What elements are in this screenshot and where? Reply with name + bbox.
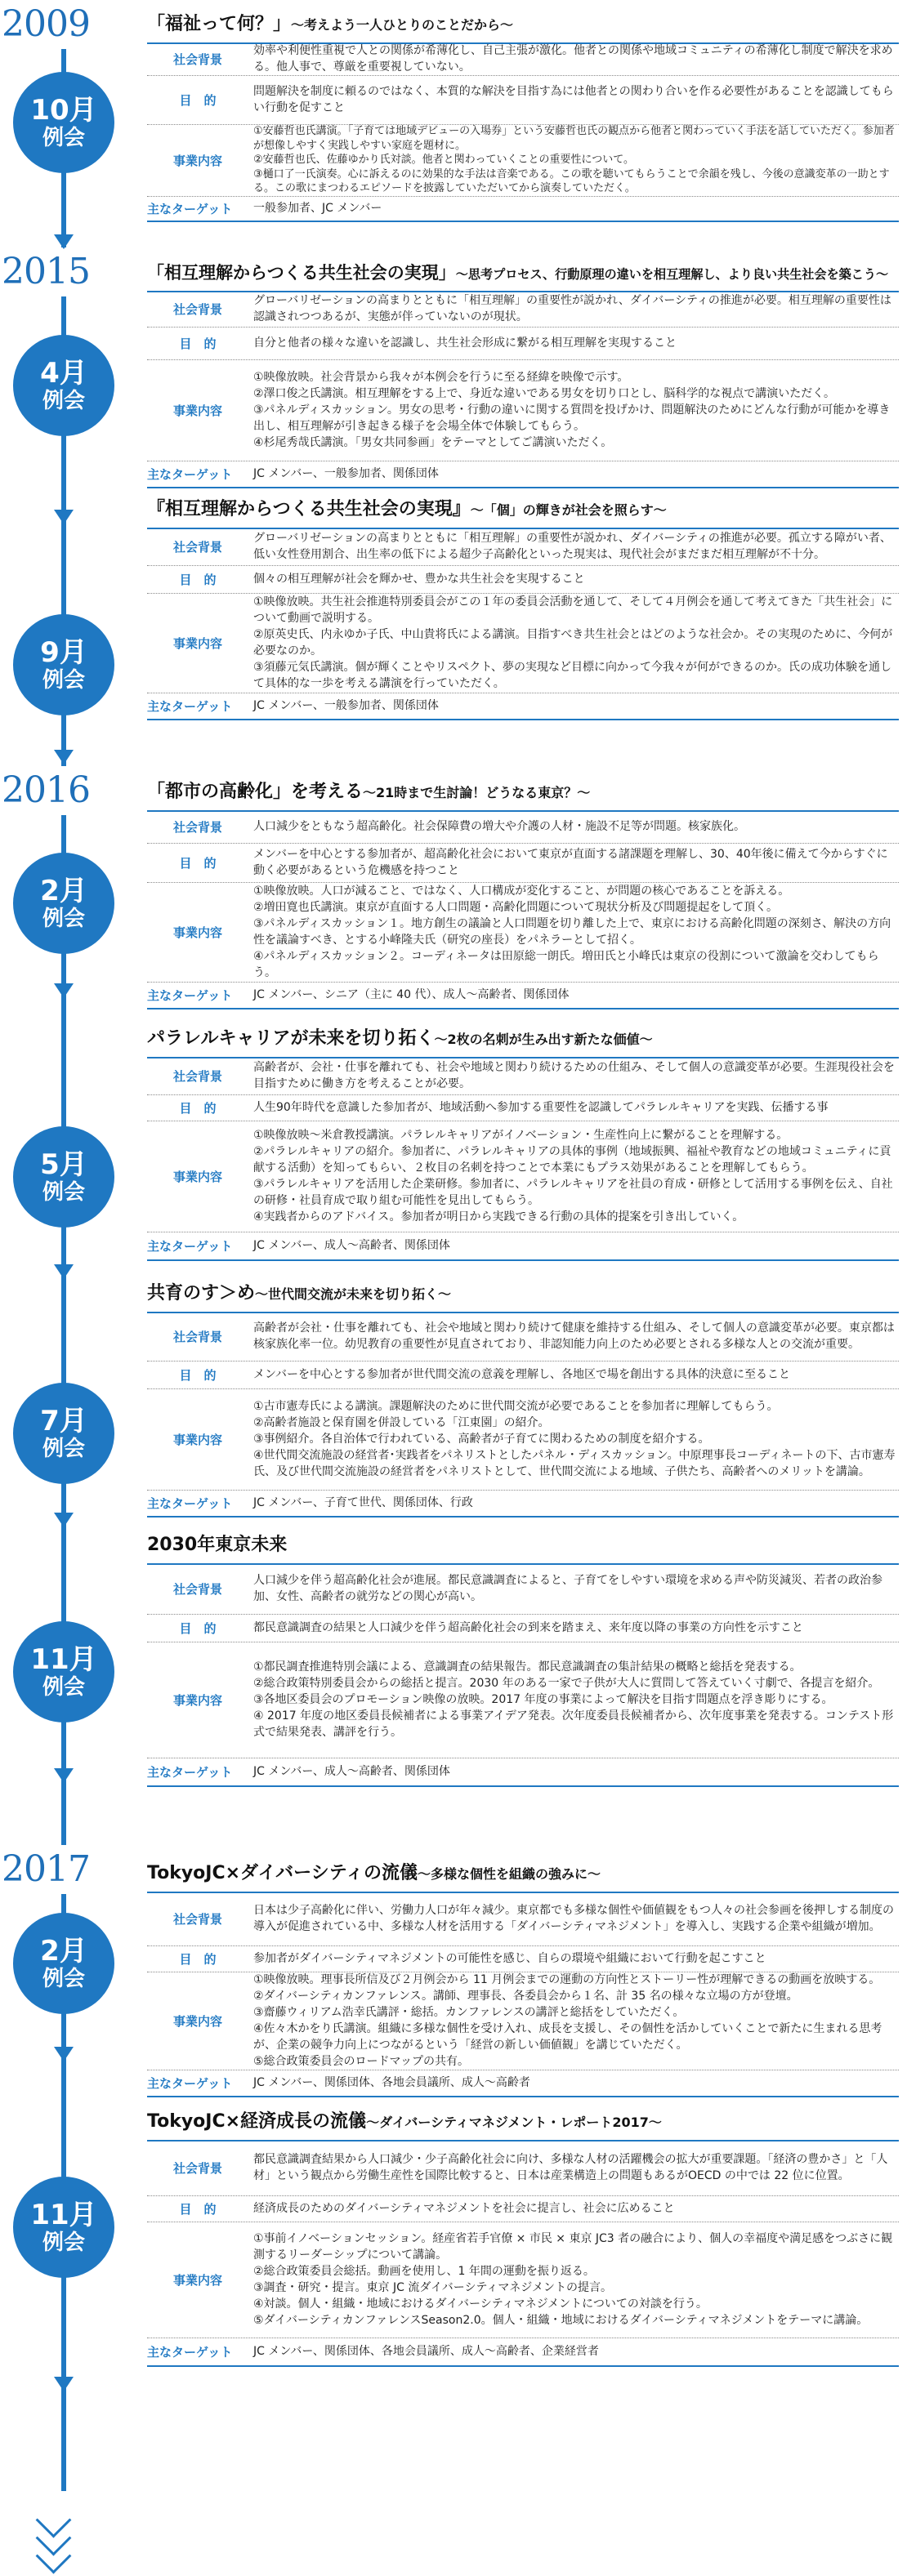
row-text: 一般参加者、JC メンバー (253, 202, 382, 215)
row-text (248, 1642, 899, 1758)
row-label: 事業内容 (172, 1692, 222, 1708)
content-item: ③パネルディスカッション１。地方創生の議論と人口問題を切り離した上で、東京における高齢化問題の深刻さ、解決の方向性を議論すべき、とする小峰隆夫氏（研究の座長）をパネラーとして招く。 (253, 917, 891, 947)
event-row-target (147, 1232, 899, 1261)
row-text: JC メンバー、子育て世代、関係団体、行政 (253, 1496, 473, 1509)
event-title (147, 2104, 899, 2141)
row-label: 目 的 (179, 572, 217, 587)
meeting-badge (13, 2177, 114, 2278)
content-item: ①映像放映。社会背景から我々が本例会を行うに至る経緯を映像で示す。 (253, 371, 629, 384)
row-text: メンバーを中心とする参加者が、超高齢化社会において東京が直面する諸課題を理解し、30、40年後に備えて今からすぐに動く必要があるという危機感を持つこと (253, 848, 888, 877)
event-title (147, 1856, 899, 1893)
row-label: 社会背景 (172, 1911, 222, 1927)
content-item: ①映像放映～米倉教授講演。パラレルキャリアがイノベーション・生産性向上に繋がることを理解する。 (253, 1129, 789, 1142)
event-row-background (147, 2140, 899, 2196)
content-item: ③パラレルキャリアを活用した企業研修。参加者に、パラレルキャリアを社員の育成・研修として活用する事例を伝え、自社の研修・社員育成で取り組む可能性を見出してもらう。 (253, 1178, 893, 1207)
row-text: JC メンバー、成人～高齢者、関係団体 (253, 1239, 450, 1252)
content-item: ②高齢者施設と保育園を併設している「江東園」の紹介。 (253, 1416, 550, 1429)
event-title (147, 7, 899, 44)
event-title-main: 『相互理解からつくる共生社会の実現』 (147, 499, 471, 519)
row-text: 日本は少子高齢化に伴い、労働力人口が年々減少。東京都でも多様な個性や価値観をもつ人々の社会参画を後押しする制度の導入が促進されている中、多様な人材を活用する「ダイバーシティマネジメント」を導入し、実践する企業や組織が増加。 (253, 1904, 894, 1933)
row-text: 効率や利便性重視で人との関係が希薄化し、自己主張が激化。他者との関係や地域コミュニティの希薄化し制度で解決を求める。他人事で、尊厳を重要視していない。 (253, 44, 893, 74)
content-item: ②原英史氏、内永ゆか子氏、中山貴将氏による講演。目指すべき共生社会とはどのような社会か。その実現のために、今何が必要なのか。 (253, 628, 893, 657)
arrow-down-icon (54, 1768, 74, 1783)
event-row-target (147, 461, 899, 488)
meeting-kind: 例会 (42, 907, 85, 931)
event-subtitle: ～思考プロセス、行動原理の違いを相互理解し、より良い共生社会を築こう～ (455, 267, 889, 282)
row-text: 人口減少をともなう超高齢化。社会保障費の増大や介護の人材・施設不足等が問題。核家族化。 (253, 820, 745, 833)
event-title (147, 774, 899, 812)
row-text (248, 1121, 899, 1232)
event-block (147, 1276, 899, 1516)
row-label: 目 的 (179, 1100, 217, 1116)
meeting-badge (13, 614, 114, 715)
row-label: 主なターゲット (147, 1238, 233, 1254)
row-label: 目 的 (179, 92, 217, 108)
event-row-purpose (147, 1614, 899, 1642)
event-subtitle: ～世代間交流が未来を切り拓く～ (255, 1286, 452, 1302)
row-label: 事業内容 (172, 635, 222, 651)
meeting-badge (13, 335, 114, 436)
meeting-month: 11月 (30, 2199, 97, 2231)
content-item: ②パラレルキャリアの紹介。参加者に、パラレルキャリアの具体的事例（地域振興、福祉や教育などの地域コミュニティに貢献する活動）を知ってもらい、２枚目の名刺を持つことで本業にもプラス効果があることを理解してもらう。 (253, 1145, 891, 1174)
content-item: ⑤ダイバーシティカンファレンスSeason2.0。個人・組織・地域におけるダイバーシティマネジメントをテーマに講論。 (253, 2314, 869, 2327)
year-label: 2009 (0, 0, 132, 49)
content-item: ②総合政策委員会総括。動画を使用し、1 年間の運動を振り返る。 (253, 2265, 595, 2278)
event-title-main: TokyoJC×ダイバーシティの流儀 (147, 1863, 418, 1883)
meeting-month: 9月 (40, 636, 87, 669)
event-row-purpose (147, 2195, 899, 2222)
row-label: 事業内容 (172, 2013, 222, 2029)
meeting-kind: 例会 (42, 2231, 85, 2255)
row-text (248, 1972, 899, 2070)
event-row-target (147, 2338, 899, 2367)
meeting-kind: 例会 (42, 668, 85, 693)
content-item: ⑤総合政策委員会のロードマップの共有。 (253, 2055, 469, 2068)
meeting-badge (13, 1913, 114, 2014)
row-text (248, 882, 899, 982)
arrow-down-icon (54, 234, 74, 249)
content-item: ③各地区委員会のプロモーション映像の放映。2017 年度の事業によって解決を目指す問題点を浮き彫りにする。 (253, 1693, 833, 1706)
row-label: 主なターゲット (147, 1764, 233, 1780)
row-text: JC メンバー、シニア（主に 40 代）、成人～高齢者、関係団体 (253, 988, 570, 1001)
arrow-down-icon (54, 750, 74, 764)
event-title (147, 1021, 899, 1058)
event-title (147, 1276, 899, 1313)
row-label: 社会背景 (172, 1068, 222, 1084)
row-label: 主なターゲット (147, 987, 233, 1003)
row-text (248, 359, 899, 461)
row-label: 事業内容 (172, 403, 222, 418)
row-text: 人生90年時代を意識した参加者が、地域活動へ参加する重要性を認識してパラレルキャリアを実践、伝播する事 (253, 1101, 829, 1114)
row-label: 目 的 (179, 2201, 217, 2217)
event-subtitle: ～21時まで生討論！どうなる東京？～ (363, 785, 591, 800)
row-label: 主なターゲット (147, 2075, 233, 2091)
event-block (147, 7, 899, 221)
row-text: 参加者がダイバーシティマネジメントの可能性を感じ、自らの環境や組織において行動を起こすこと (253, 1952, 766, 1965)
meeting-kind: 例会 (42, 1675, 85, 1700)
content-item: ④杉尾秀哉氏講演。「男女共同参画」をテーマとしてご講演いただく。 (253, 436, 613, 449)
row-label: 社会背景 (172, 539, 222, 555)
event-subtitle: ～2枚の名刺が生み出す新たな価値～ (434, 1032, 653, 1047)
content-item: ①映像放映。共生社会推進特別委員会がこの１年の委員会活動を通して、そして４月例会を通して考えてきた「共生社会」について動画で説明する。 (253, 595, 893, 625)
row-label: 目 的 (179, 1951, 217, 1967)
row-text: 人口減少を伴う超高齢化社会が進展。都民意識調査によると、子育てをしやすい環境を求める声や防災減災、若者の政治参加、女性、高齢者の就労などの関心が高い。 (253, 1574, 882, 1603)
row-text: JC メンバー、一般参加者、関係団体 (253, 699, 439, 712)
row-text: JC メンバー、一般参加者、関係団体 (253, 467, 439, 480)
content-item: ②ダイバーシティカンファレンス。講師、理事長、各委員会から１名、計 35 名の様々な立場の方が登壇。 (253, 1990, 798, 2003)
row-text: 経済成長のためのダイバーシティマネジメントを社会に提言し、社会に広めること (253, 2202, 675, 2215)
meeting-month: 2月 (40, 875, 87, 907)
event-subtitle: ～「個」の輝きが社会を照らす～ (470, 502, 667, 518)
row-text (248, 124, 899, 196)
event-title (147, 1527, 899, 1565)
row-label: 目 的 (179, 855, 217, 871)
event-row-purpose (147, 1361, 899, 1389)
content-item: ③調査・研究・提言。東京 JC 流ダイバーシティマネジメントの提言。 (253, 2281, 612, 2294)
row-label: 社会背景 (172, 51, 222, 67)
row-label: 目 的 (179, 1620, 217, 1636)
event-row-background (147, 291, 899, 328)
event-row-content (147, 2222, 899, 2338)
event-block (147, 1527, 899, 1785)
content-item: ①古市憲寿氏による講演。課題解決のために世代間交流が必要であることを参加者に理解してもらう。 (253, 1400, 779, 1413)
event-row-purpose (147, 565, 899, 594)
event-row-content (147, 1121, 899, 1232)
row-label: 目 的 (179, 1367, 217, 1383)
row-text: JC メンバー、関係団体、各地会員議所、成人～高齢者、企業経営者 (253, 2345, 599, 2358)
event-row-target (147, 693, 899, 720)
event-row-purpose (147, 327, 899, 360)
row-label: 目 的 (179, 336, 217, 351)
content-item: ③齋藤ウィリアム浩幸氏講評・総括。カンファレンスの講評と総括をしていただく。 (253, 2006, 685, 2019)
event-row-content (147, 1972, 899, 2070)
row-text (248, 593, 899, 693)
row-text (248, 2222, 899, 2338)
event-row-target (147, 196, 899, 222)
event-row-background (147, 42, 899, 76)
event-row-background (147, 528, 899, 566)
content-item: ②増田寛也氏講演。東京が直面する人口問題・高齢化問題について現状分析及び問題提起をして頂く。 (253, 901, 778, 914)
row-label: 事業内容 (172, 1432, 222, 1447)
row-text: 自分と他者の様々な違いを認識し、共生社会形成に繋がる相互理解を実現すること (253, 336, 677, 350)
event-row-purpose (147, 843, 899, 883)
content-item: ④世代間交流施設の経営者･実践者をパネリストとしたパネル・ディスカッション。中原理事長コーディネートの下、古市憲寿氏、及び世代間交流施設の経営者をパネリストとして、世代間交流による地域、子供たち、高齢者へのメリットを講論。 (253, 1449, 896, 1478)
row-label: 主なターゲット (147, 201, 233, 216)
event-title-main: TokyoJC×経済成長の流儀 (147, 2111, 367, 2132)
content-item: ①都民調査推進特別会議による、意識調査の結果報告。都民意識調査の集計結果の概略と総括を発表する。 (253, 1660, 802, 1674)
event-row-background (147, 1312, 899, 1362)
meeting-kind: 例会 (42, 389, 85, 413)
meeting-month: 7月 (40, 1405, 87, 1437)
meeting-month: 11月 (30, 1643, 97, 1676)
arrow-down-icon (54, 510, 74, 524)
arrow-down-icon (54, 2377, 74, 2391)
row-label: 主なターゲット (147, 2344, 233, 2360)
event-row-purpose (147, 1094, 899, 1121)
meeting-month: 5月 (40, 1148, 87, 1181)
meeting-badge (13, 853, 114, 954)
meeting-kind: 例会 (42, 126, 85, 150)
event-title (147, 255, 899, 292)
row-text: 高齢者が、会社・仕事を離れても、社会や地域と関わり続けるための仕組み、そして個人の意識変革が必要。生涯現役社会を目指すために働き方を考えることが必要。 (253, 1061, 895, 1090)
event-block (147, 255, 899, 487)
row-label: 社会背景 (172, 1581, 222, 1597)
content-item: ③須藤元気氏講演。個が輝くことやリスペクト、夢の実現など目標に向かって今我々が何ができるのか。氏の成功体験を通して具体的な一歩を考える講演を行っていただく。 (253, 661, 892, 690)
event-row-background (147, 810, 899, 844)
row-label: 社会背景 (172, 819, 222, 835)
row-text (248, 1388, 899, 1490)
event-block (147, 1856, 899, 2096)
content-item: ③パネルディスカッション。男女の思考・行動の違いに関する質問を投げかけ、問題解決のためにどんな行動が可能かを導き出し、相互理解が引き起きる様子を会場全体で体験してもらう。 (253, 403, 891, 433)
event-block (147, 2104, 899, 2365)
event-row-background (147, 1057, 899, 1095)
content-item: ①映像放映。人口が減ること、ではなく、人口構成が変化すること、が問題の核心であることを訴える。 (253, 885, 790, 898)
content-item: ②総合政策特別委員会からの総括と提言。2030 年のある一家で子供が大人に質問して答えていく寸劇で、各提言を紹介。 (253, 1677, 880, 1690)
event-subtitle: ～多様な個性を組織の強みに～ (417, 1866, 601, 1882)
content-item: ③事例紹介。各自治体で行われている、高齢者が子育てに関わるための制度を紹介する。 (253, 1433, 710, 1446)
event-row-target (147, 982, 899, 1009)
row-text: メンバーを中心とする参加者が世代間交流の意義を理解し、各地区で場を創出する具体的決意に至ること (253, 1368, 791, 1381)
event-row-content (147, 882, 899, 983)
content-item: ③樋口了一氏演奏。心に訴えるのに効果的な手法は音楽である。この歌を聴いてもらうことで余韻を残し、今後の意識変革の一助とする。この歌にまつわるエピソードを披露していただいてから演奏していただく。 (253, 167, 890, 195)
event-title-main: 「相互理解からつくる共生社会の実現」 (147, 263, 456, 283)
event-row-content (147, 1388, 899, 1491)
meeting-kind: 例会 (42, 1180, 85, 1205)
meeting-month: 2月 (40, 1935, 87, 1968)
event-subtitle: ～ダイバーシティマネジメント・レポート2017～ (366, 2115, 662, 2130)
arrow-down-icon (54, 983, 74, 998)
meeting-badge (13, 72, 114, 173)
row-text: JC メンバー、関係団体、各地会員議所、成人～高齢者 (253, 2076, 530, 2089)
content-item: ②澤口俊之氏講演。相互理解をする上で、身近な違いである男女を切り口とし、脳科学的な視点で講演いただく。 (253, 387, 835, 400)
content-item: ④佐々木かをり氏講演。組織に多様な個性を受け入れ、成長を支援し、その個性を活かしていくことで新たに生まれる思考が、企業の競争力向上につながるという「経営の新しい価値観」を講じていただく。 (253, 2022, 882, 2052)
meeting-badge (13, 1126, 114, 1228)
content-item: ②安藤哲也氏、佐藤ゆかり氏対談。他者と関わっていくことの重要性について。 (253, 154, 635, 167)
event-row-content (147, 124, 899, 197)
row-text: 都民意識調査の結果と人口減少を伴う超高齢化社会の到来を踏まえ、来年度以降の事業の方向性を示すこと (253, 1621, 803, 1634)
event-block (147, 492, 899, 719)
event-row-purpose (147, 1945, 899, 1972)
row-label: 社会背景 (172, 1329, 222, 1344)
content-item: ④実践者からのアドバイス。参加者が明日から実践できる行動の具体的提案を引き出していく。 (253, 1210, 744, 1223)
row-label: 事業内容 (172, 2272, 222, 2288)
event-title-main: 「都市の高齢化」を考える (147, 782, 364, 802)
content-item: ①映像放映。理事長所信及び２月例会から 11 月例会までの運動の方向性とストーリー性が理解できるの動画を放映する。 (253, 1973, 881, 1986)
year-label: 2015 (0, 247, 132, 296)
row-label: 事業内容 (172, 925, 222, 940)
row-label: 社会背景 (172, 2160, 222, 2176)
meeting-month: 10月 (30, 94, 97, 127)
row-text: グローバリゼーションの高まりとともに「相互理解」の重要性が説かれ、ダイバーシティの推進が必要。相互理解の重要性は認識されつつあるが、実態が伴っていないのが現状。 (253, 294, 891, 323)
event-title-main: パラレルキャリアが未来を切り拓く (147, 1028, 435, 1049)
row-label: 事業内容 (172, 1169, 222, 1184)
content-item: ①事前イノベーションセッション。経産省若手官僚 × 市民 × 東京 JC3 者の融合により、個人の幸福度や満足感をつぶさに観測するリーダーシップについて講論。 (253, 2232, 893, 2262)
event-row-target (147, 1758, 899, 1787)
event-block (147, 1021, 899, 1259)
event-subtitle: ～考えよう一人ひとりのことだから～ (291, 17, 514, 33)
row-label: 主なターゲット (147, 466, 233, 482)
row-label: 社会背景 (172, 301, 222, 317)
event-title-main: 「福祉って何？」 (147, 14, 292, 34)
content-item: ①安藤哲也氏講演。「子育ては地域デビューの入場券」という安藤哲也氏の観点から他者と関わっていく手法を話していただく。参加者が想像しやすく実践しやすい家庭を題材に。 (253, 125, 895, 152)
event-title-main: 2030年東京未来 (147, 1535, 288, 1555)
meeting-badge (13, 1621, 114, 1723)
event-row-content (147, 593, 899, 693)
content-item: ④パネルディスカッション２。コーディネータは田原総一朗氏。増田氏と小峰氏は東京の役割について激論を交わしてもらう。 (253, 950, 879, 979)
row-text: 都民意識調査結果から人口減少・少子高齢化社会に向け、多様な人材の活躍機会の拡大が重要課題。「経済の豊かさ」と「人材」という観点から労働生産性を国際比較すると、日本は産業構造上の問題もあるがOECD の中では 22 位に位置。 (253, 2153, 888, 2182)
row-text: 問題解決を制度に頼るのではなく、本質的な解決を目指す為には他者との関わり合いを作る必要性があることを認識してもらい行動を促すこと (253, 85, 894, 114)
event-row-background (147, 1563, 899, 1615)
meeting-badge (13, 1383, 114, 1484)
arrow-down-icon (54, 1513, 74, 1527)
row-text: グローバリゼーションの高まりとともに「相互理解」の重要性が説かれ、ダイバーシティの推進が必要。孤立する障がい者、低い女性登用割合、出生率の低下による超少子高齢化といった現実は、現代社会がまだまだ相互理解が不十分。 (253, 532, 891, 561)
event-block (147, 774, 899, 1008)
row-text: 個々の相互理解が社会を輝かせ、豊かな共生社会を実現すること (253, 573, 585, 586)
meeting-kind: 例会 (42, 1437, 85, 1461)
meeting-kind: 例会 (42, 1967, 85, 1991)
event-row-content (147, 1642, 899, 1758)
event-row-target (147, 2070, 899, 2097)
event-row-target (147, 1490, 899, 1518)
year-label: 2016 (0, 766, 132, 815)
year-label: 2017 (0, 1845, 132, 1894)
event-row-purpose (147, 75, 899, 125)
event-row-background (147, 1892, 899, 1946)
row-text: 高齢者が会社・仕事を離れても、社会や地域と関わり続けて健康を維持する仕組み、そして個人の意識変革が必要。東京都は核家族化率一位。幼児教育の重要性が見直されており、非認知能力向上のため必要とされる多様な人との交流が重要。 (253, 1321, 895, 1351)
row-text: JC メンバー、成人～高齢者、関係団体 (253, 1765, 450, 1778)
arrow-down-icon (54, 1264, 74, 1279)
row-label: 主なターゲット (147, 698, 233, 714)
content-item: ④対談。個人・組織・地域におけるダイバーシティマネジメントについての対談を行う。 (253, 2297, 708, 2311)
row-label: 事業内容 (172, 153, 222, 168)
event-title-main: 共育のす＞め (147, 1283, 256, 1304)
row-label: 主なターゲット (147, 1495, 233, 1511)
event-title (147, 492, 899, 529)
event-row-content (147, 359, 899, 461)
arrow-down-icon (54, 2047, 74, 2061)
meeting-month: 4月 (40, 357, 87, 390)
content-item: ④ 2017 年度の地区委員長候補者による事業アイデア発表。次年度委員長候補者から、次年度事業を発表する。コンテスト形式で結果発表、講評を行う。 (253, 1709, 894, 1739)
